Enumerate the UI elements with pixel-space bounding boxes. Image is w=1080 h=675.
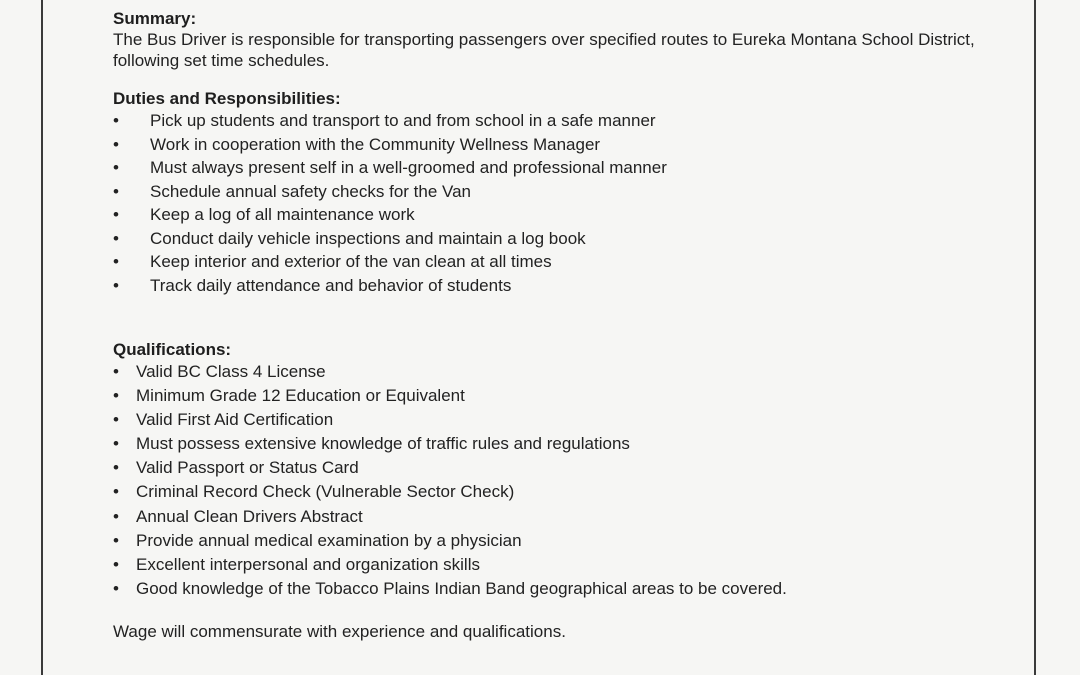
bullet-icon: •	[113, 275, 119, 295]
list-item: • Work in cooperation with the Community Wellness Manager	[113, 133, 1013, 157]
list-item: • Conduct daily vehicle inspections and maintain a log book	[113, 227, 1013, 251]
job-description	[113, 8, 1013, 642]
bullet-icon: •	[113, 181, 119, 201]
list-item: • Minimum Grade 12 Education or Equivalent	[113, 384, 1013, 408]
bullet-icon: •	[113, 482, 119, 502]
wage-statement: Wage will commensurate with experience and qualifications.	[113, 621, 566, 641]
list-item: • Track daily attendance and behavior of students	[113, 274, 1013, 298]
qualifications-heading: Qualifications:	[113, 340, 232, 359]
list-item: • Provide annual medical examination by a physician	[113, 529, 1013, 553]
summary-text: The Bus Driver is responsible for transporting passengers over specified routes to Eureka Montana School District, following set time schedules.	[113, 30, 975, 70]
list-item: • Criminal Record Check (Vulnerable Sector Check)	[113, 480, 1013, 504]
bullet-icon: •	[113, 578, 119, 598]
duties-list	[113, 109, 1013, 297]
list-item: • Valid Passport or Status Card	[113, 456, 1013, 480]
bullet-icon: •	[113, 362, 119, 381]
list-item: • Pick up students and transport to and from school in a safe manner	[113, 109, 1013, 133]
list-item: • Must possess extensive knowledge of traffic rules and regulations	[113, 432, 1013, 456]
list-item: • Keep interior and exterior of the van clean at all times	[113, 250, 1013, 274]
list-item: • Annual Clean Drivers Abstract	[113, 505, 1013, 529]
bullet-icon: •	[113, 205, 119, 224]
bullet-icon: •	[113, 134, 119, 154]
bullet-icon: •	[113, 111, 119, 130]
bullet-icon: •	[113, 458, 119, 478]
duties-section	[113, 88, 1013, 297]
list-item: • Good knowledge of the Tobacco Plains Indian Band geographical areas to be covered.	[113, 577, 1013, 601]
list-item: • Valid First Aid Certification	[113, 408, 1013, 432]
bullet-icon: •	[113, 252, 119, 271]
qualifications-list	[113, 360, 1013, 601]
bullet-icon: •	[113, 386, 119, 406]
bullet-icon: •	[113, 530, 119, 550]
list-item: • Valid BC Class 4 License	[113, 360, 1013, 384]
page-border-right	[1034, 0, 1036, 675]
bullet-icon: •	[113, 158, 119, 177]
list-item: • Keep a log of all maintenance work	[113, 203, 1013, 227]
summary-heading: Summary:	[113, 9, 197, 28]
list-item: • Excellent interpersonal and organization skills	[113, 553, 1013, 577]
summary-section	[113, 8, 1013, 71]
qualifications-section	[113, 339, 1013, 601]
list-item: • Schedule annual safety checks for the Van	[113, 180, 1013, 204]
bullet-icon: •	[113, 554, 119, 574]
bullet-icon: •	[113, 410, 119, 430]
bullet-icon: •	[113, 506, 119, 526]
bullet-icon: •	[113, 434, 119, 454]
duties-heading: Duties and Responsibilities:	[113, 89, 341, 108]
page-border-left	[41, 0, 43, 675]
list-item: • Must always present self in a well-groomed and professional manner	[113, 156, 1013, 180]
bullet-icon: •	[113, 228, 119, 248]
